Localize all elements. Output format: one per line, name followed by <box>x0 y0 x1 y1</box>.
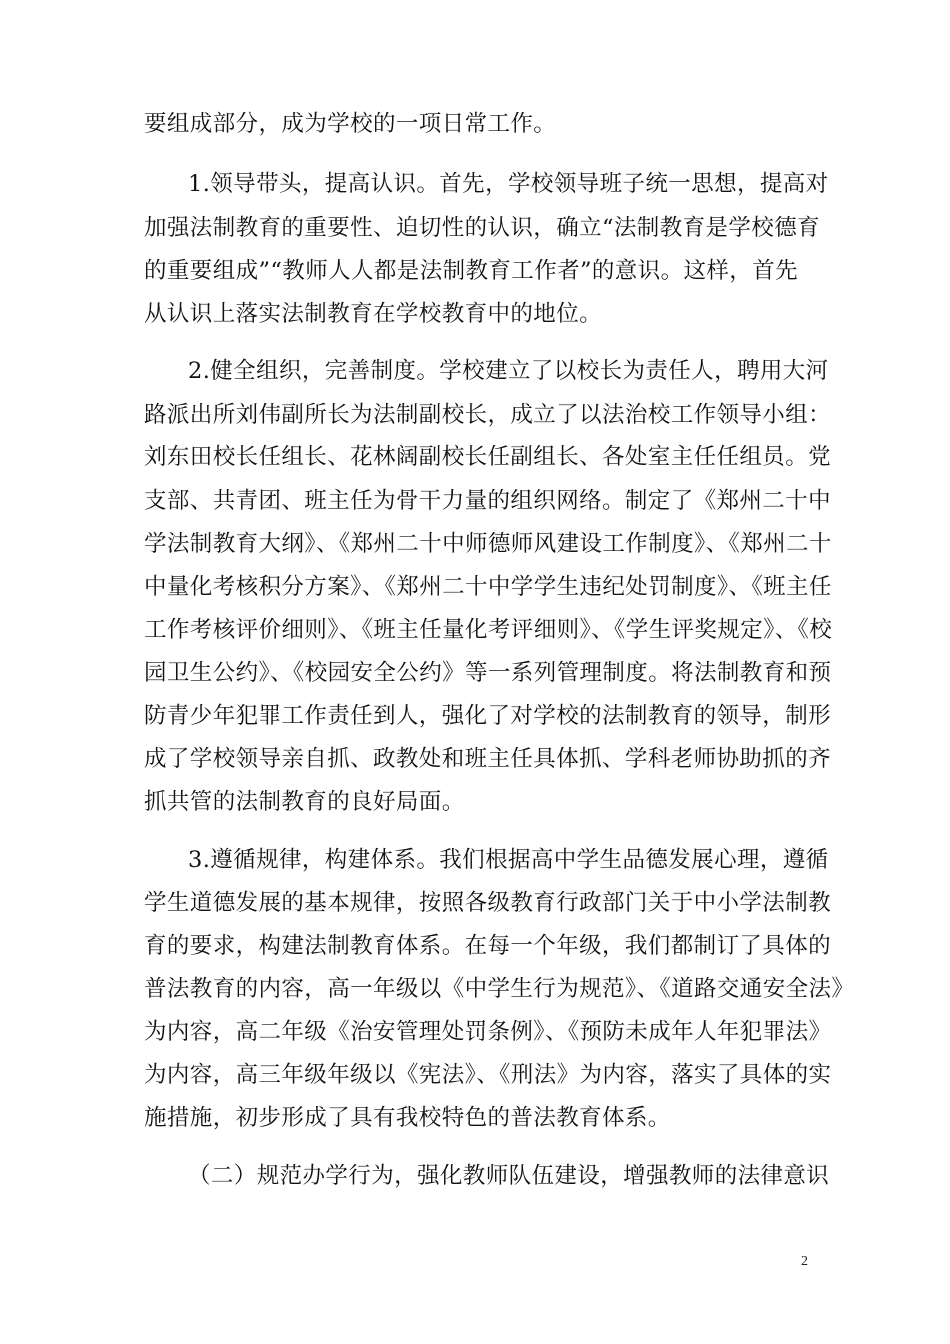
paragraph-line: 施措施，初步形成了具有我校特色的普法教育体系。 <box>144 1105 671 1131</box>
paragraph-line: 支部、共青团、班主任为骨干力量的组织网络。制定了《郑州二十中 <box>144 488 832 514</box>
paragraph-line: 普法教育的内容，高一年级以《中学生行为规范》、《道路交通安全法》 <box>144 976 855 1002</box>
section-heading: （二）规范办学行为，强化教师队伍建设，增强教师的法律意识 <box>188 1163 830 1189</box>
paragraph-line: 3.遵循规律，构建体系。我们根据高中学生品德发展心理，遵循 <box>188 847 829 873</box>
paragraph-line: 抓共管的法制教育的良好局面。 <box>144 789 465 815</box>
paragraph-line: 园卫生公约》、《校园安全公约》等一系列管理制度。将法制教育和预 <box>144 660 832 686</box>
paragraph-line: 加强法制教育的重要性、迫切性的认识，确立“法制教育是学校德育 <box>144 215 821 241</box>
paragraph-line: 学生道德发展的基本规律，按照各级教育行政部门关于中小学法制教 <box>144 890 832 916</box>
paragraph-line: 育的要求，构建法制教育体系。在每一个年级，我们都制订了具体的 <box>144 933 832 959</box>
paragraph-line: 路派出所刘伟副所长为法制副校长，成立了以法治校工作领导小组： <box>144 402 832 428</box>
paragraph-line: 中量化考核积分方案》、《郑州二十中学学生违纪处罚制度》、《班主任 <box>144 574 832 600</box>
paragraph-line: 学法制教育大纲》、《郑州二十中师德师风建设工作制度》、《郑州二十 <box>144 531 832 557</box>
paragraph-line: 的重要组成”“教师人人都是法制教育工作者”的意识。这样，首先 <box>144 258 799 284</box>
paragraph-line: 2.健全组织，完善制度。学校建立了以校长为责任人，聘用大河 <box>188 358 829 384</box>
paragraph-line: 成了学校领导亲自抓、政教处和班主任具体抓、学科老师协助抓的齐 <box>144 746 832 772</box>
paragraph-line: 防青少年犯罪工作责任到人，强化了对学校的法制教育的领导，制形 <box>144 703 832 729</box>
paragraph-line: 为内容，高二年级《治安管理处罚条例》、《预防未成年人年犯罪法》 <box>144 1019 832 1045</box>
paragraph-line: 工作考核评价细则》、《班主任量化考评细则》、《学生评奖规定》、《校 <box>144 617 833 643</box>
paragraph-line: 刘东田校长任组长、花林阔副校长任副组长、各处室主任任组员。党 <box>144 444 832 470</box>
paragraph-line: 为内容，高三年级年级以《宪法》、《刑法》为内容，落实了具体的实 <box>144 1062 832 1088</box>
paragraph-line: 从认识上落实法制教育在学校教育中的地位。 <box>144 301 603 327</box>
paragraph-line: 要组成部分，成为学校的一项日常工作。 <box>144 111 557 137</box>
page-number: 2 <box>801 1254 808 1269</box>
paragraph-line: 1.领导带头，提高认识。首先，学校领导班子统一思想，提高对 <box>188 171 829 197</box>
